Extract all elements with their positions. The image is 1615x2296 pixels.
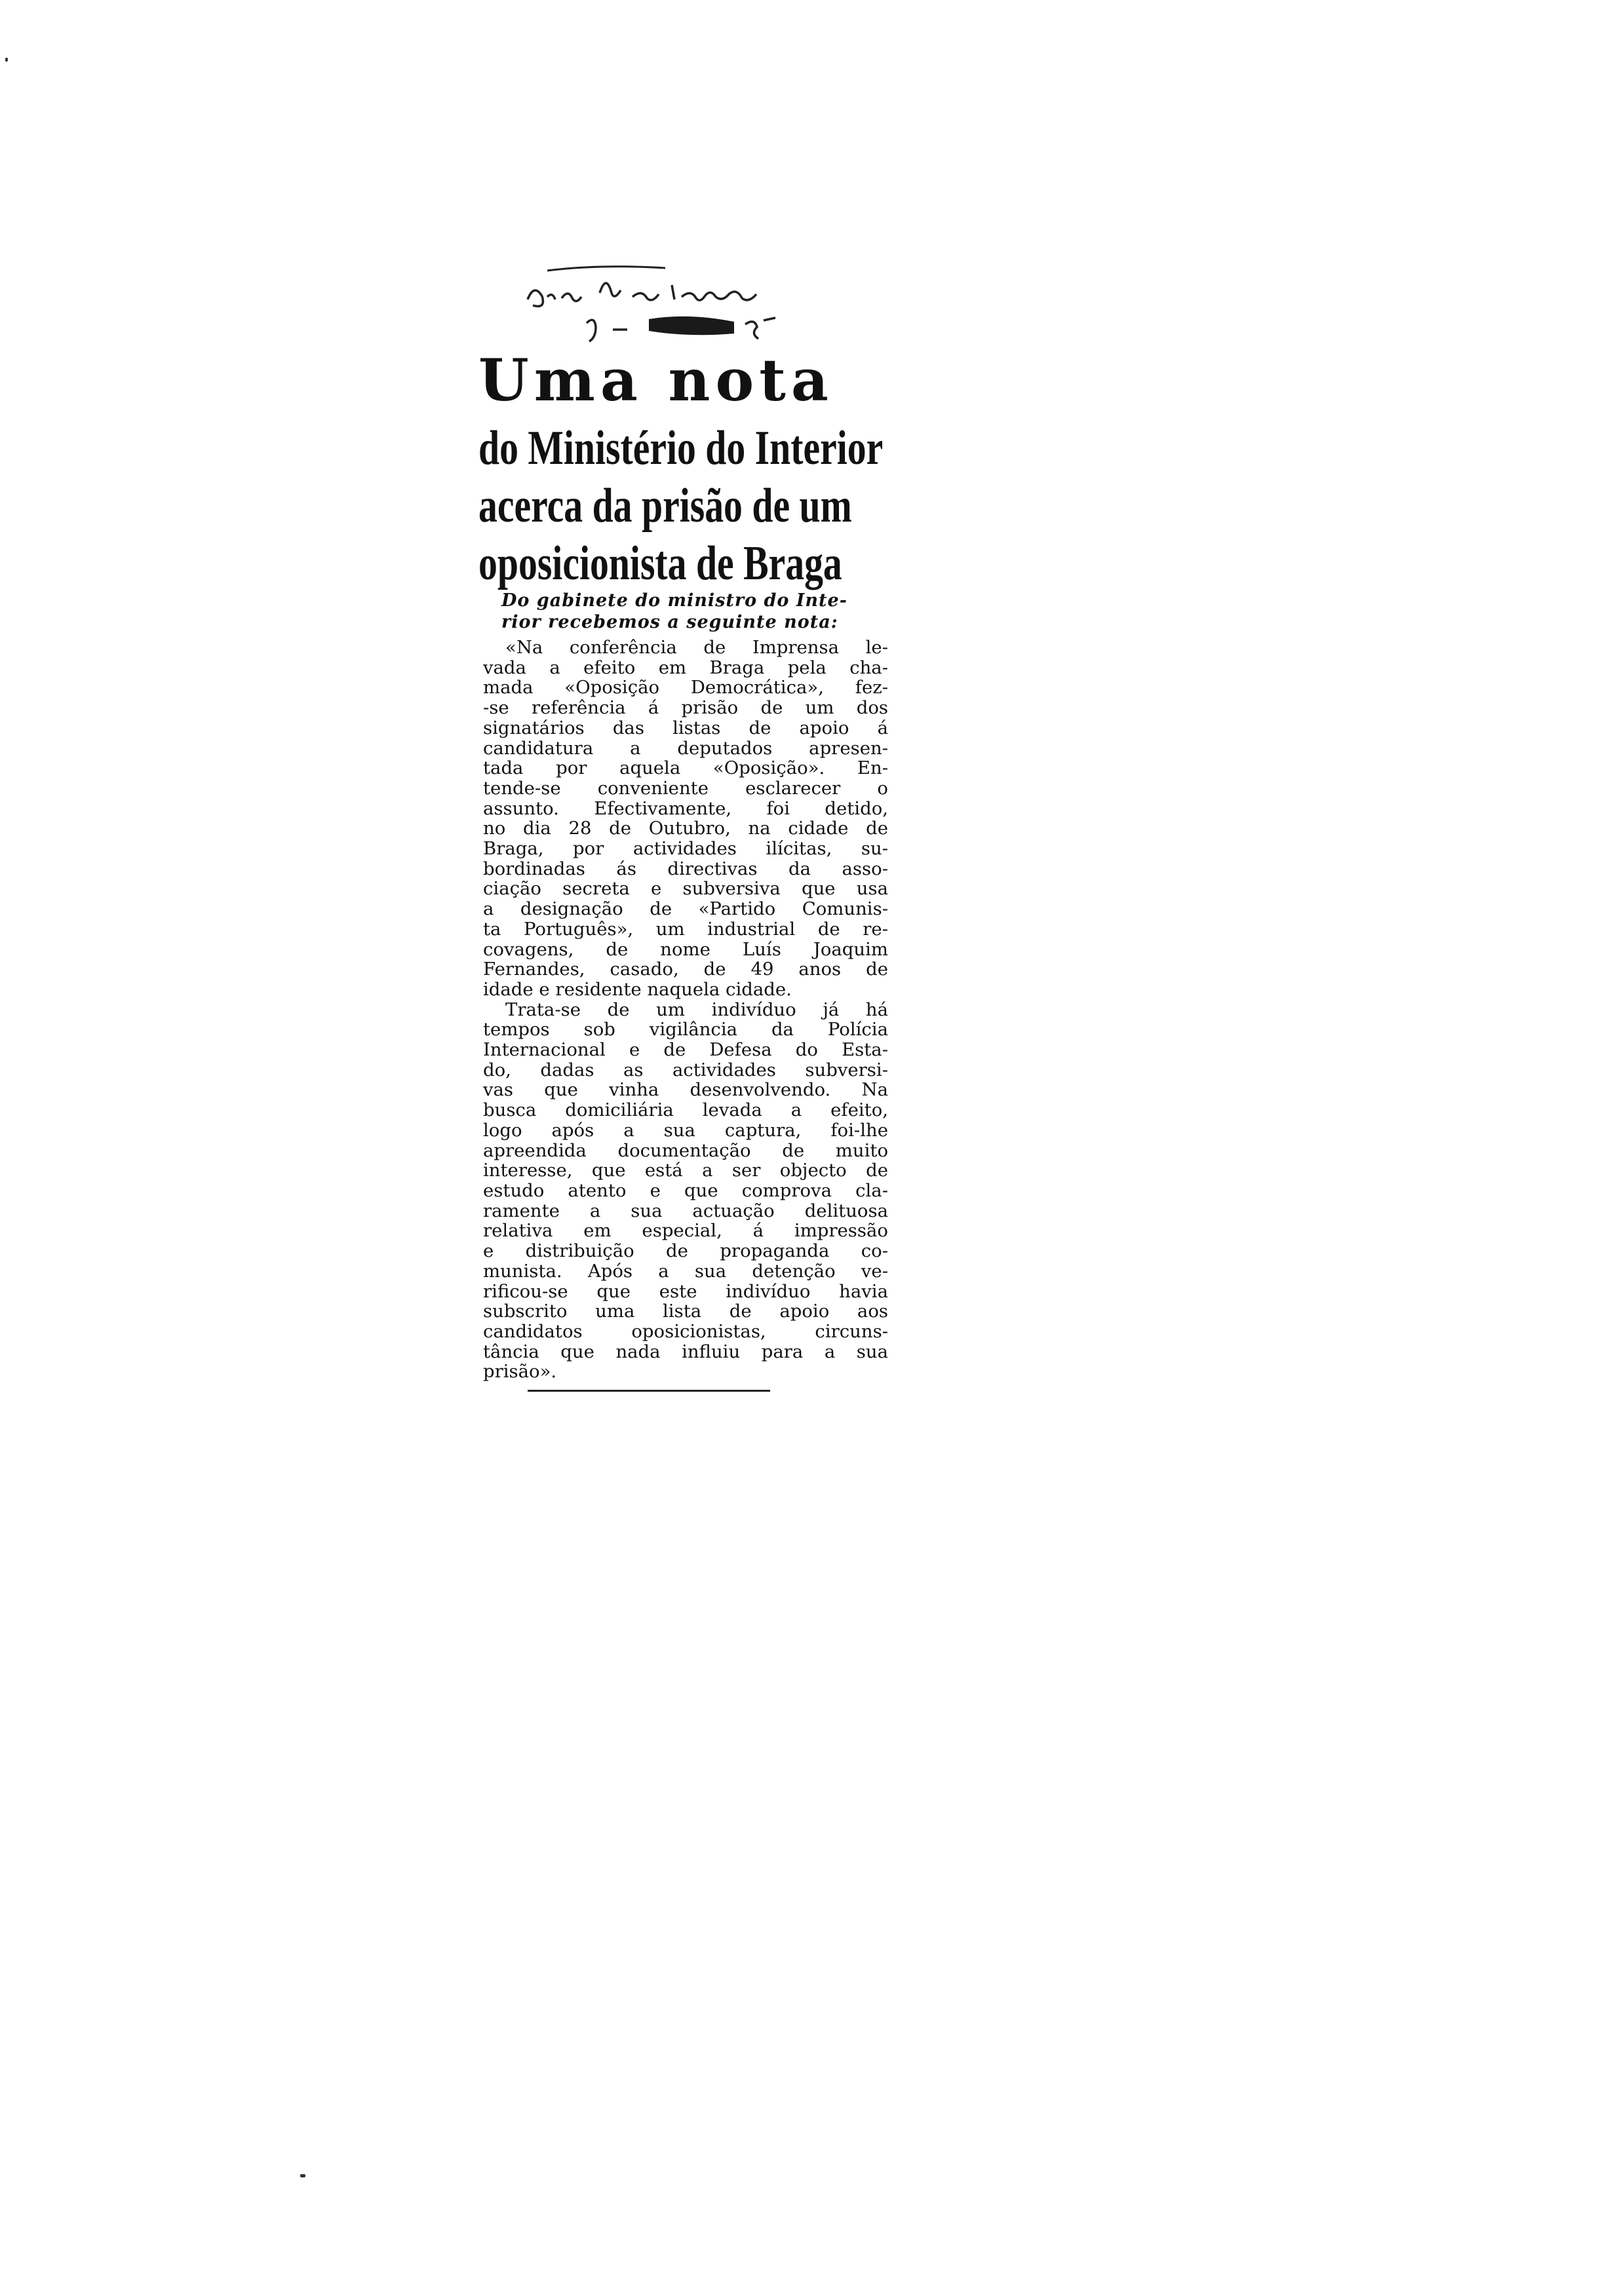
body-line: do, dadas as actividades subversi- [483, 1059, 888, 1081]
scan-speck [300, 2174, 305, 2177]
body-line: munista. Após a sua detenção ve- [483, 1260, 888, 1282]
body-line: ramente a sua actuação delituosa [483, 1200, 888, 1221]
body-line: Fernandes, casado, de 49 anos de [483, 959, 888, 980]
body-line: subscrito uma lista de apoio aos [483, 1301, 888, 1322]
body-line: tância que nada influiu para a sua [483, 1341, 888, 1362]
body-line: estudo atento e que comprova cla- [483, 1179, 888, 1201]
body-line: busca domiciliária levada a efeito, [483, 1100, 888, 1121]
body-line: vas que vinha desenvolvendo. Na [483, 1079, 888, 1101]
body-line: Braga, por actividades ilícitas, su- [483, 838, 888, 860]
body-line: mada «Oposição Democrática», fez- [483, 677, 888, 698]
article-paragraph-1 [483, 638, 888, 1000]
body-line: prisão». [483, 1361, 557, 1383]
scan-speck [5, 58, 8, 62]
body-line: rificou-se que este indivíduo havia [483, 1280, 888, 1302]
body-line: signatários das listas de apoio á [483, 717, 888, 738]
body-line: tempos sob vigilância da Polícia [483, 1019, 888, 1041]
body-line: bordinadas ás directivas da asso- [483, 858, 888, 879]
subheadline [478, 419, 893, 592]
subheadline-line: acerca da prisão de um [478, 479, 852, 533]
body-line: «Na conferência de Imprensa le- [505, 637, 888, 658]
body-line: tende-se conveniente esclarecer o [483, 777, 888, 799]
subheadline-line: do Ministério do Interior [478, 421, 884, 475]
body-line: ta Português», um industrial de re- [483, 918, 888, 940]
body-line: ciação secreta e subversiva que usa [483, 878, 888, 900]
newspaper-clipping [475, 259, 895, 1419]
body-line: Internacional e de Defesa do Esta- [483, 1039, 888, 1061]
body-line: -se referência á prisão de um dos [483, 697, 888, 719]
body-line: e distribuição de propaganda co- [483, 1240, 888, 1262]
body-line: candidatos oposicionistas, circuns- [483, 1320, 888, 1342]
body-line: assunto. Efectivamente, foi detido, [483, 797, 888, 819]
intro-line: rior recebemos a seguinte nota: [501, 612, 838, 632]
body-line: relativa em especial, á impressão [483, 1220, 888, 1242]
subheadline-line: oposicionista de Braga [478, 537, 842, 590]
body-line: no dia 28 de Outubro, na cidade de [483, 818, 888, 839]
body-line: a designação de «Partido Comunis- [483, 898, 888, 920]
handwritten-note-scribble [501, 259, 868, 357]
body-line: interesse, que está a ser objecto de [483, 1160, 888, 1181]
body-line: covagens, de nome Luís Joaquim [483, 938, 888, 960]
closing-rule [528, 1390, 770, 1392]
body-line: tada por aquela «Oposição». En- [483, 757, 888, 779]
headline: Uma nota [478, 346, 834, 414]
body-line: Trata-se de um indivíduo já há [505, 999, 888, 1020]
body-line: logo após a sua captura, foi-lhe [483, 1119, 888, 1141]
body-line: vada a efeito em Braga pela cha- [483, 657, 888, 678]
article-paragraph-2 [483, 1000, 888, 1382]
intro-line: Do gabinete do ministro do Inte- [501, 590, 847, 611]
handwritten-source-note [501, 259, 868, 357]
body-line: apreendida documentação de muito [483, 1139, 888, 1161]
body-line: idade e residente naquela cidade. [483, 978, 792, 1000]
article-body [483, 638, 888, 1382]
body-line: candidatura a deputados apresen- [483, 737, 888, 759]
intro-text [501, 590, 888, 633]
